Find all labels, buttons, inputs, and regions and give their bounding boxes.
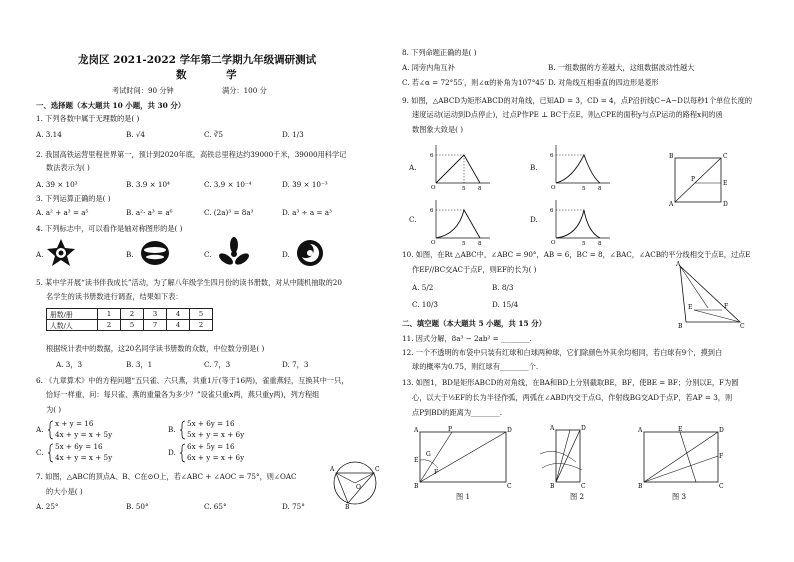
tick-label: 5 <box>462 241 466 247</box>
q9-option-d: D. <box>530 215 538 224</box>
table-cell: 7 <box>144 320 167 331</box>
origin-label: O <box>551 185 556 191</box>
fig1-label-b: B <box>414 483 419 490</box>
exam-subject: 数 学 <box>176 69 255 81</box>
q2-option-d: D. 39 × 10⁻³ <box>282 180 328 189</box>
brace-icon <box>180 420 186 440</box>
tick-label: 6 <box>430 153 434 159</box>
q10-triangle-figure <box>672 262 748 328</box>
q10-stem-line2: 作EF//BC交AC于点F，则EF的长为( ) <box>412 265 537 274</box>
q9-label-b: B <box>669 153 674 160</box>
q9-graph-d <box>548 198 612 246</box>
q1-option-b: B. √4 <box>126 130 146 139</box>
q6-stem-line3: 为( ) <box>46 405 62 414</box>
tick-label: 5 <box>582 186 586 192</box>
q9-option-a: A. <box>409 163 417 172</box>
q9-option-c: C. <box>409 215 417 224</box>
q13-figure-2 <box>536 424 596 490</box>
table-header-cell: 5 <box>190 309 213 320</box>
q1-stem: 1. 下列各数中属于无理数的是( ) <box>36 114 140 123</box>
q7-option-d: D. 75° <box>282 502 305 511</box>
q5-stem-line1: 5. 某中学开展“读书伴我成长”活动，为了解八年级学生四月份的读书册数，对从中随机抽取的20 <box>36 278 342 287</box>
table-cell: 2 <box>98 320 121 331</box>
q7-label-a: A <box>330 466 335 473</box>
q13-stem-line1: 13. 如图1，BD是矩形ABCD的对角线，在BA和BD上分别截取BE，BF，使BE = BF；分别以E，F为圆 <box>402 378 739 387</box>
logo-b-icon <box>140 240 170 266</box>
q1-option-c: C. ∛5 <box>204 130 223 139</box>
q7-option-c: C. 65° <box>204 502 227 511</box>
exam-time: 考试时间：90 分钟 <box>112 86 174 95</box>
table-header-cell: 1 <box>98 309 121 320</box>
q3-stem: 3. 下列运算正确的是( ) <box>36 194 111 203</box>
q1-option-d: D. 1/3 <box>282 130 304 139</box>
q10-option-c: C. 10/3 <box>412 300 438 309</box>
table-row <box>47 309 213 320</box>
q6-b-eq2: 5x + y = x + 6y <box>187 430 245 439</box>
q2-option-a: A. 39 × 10³ <box>36 180 78 189</box>
q9-label-p: P <box>691 176 696 183</box>
q6-option-b: B. <box>168 425 176 434</box>
fig3-label-a: A <box>638 427 643 434</box>
exam-score: 满分：100 分 <box>222 86 267 95</box>
q6-a-eq2: 4x + y = x + 5y <box>55 430 113 439</box>
table-cell: 5 <box>121 320 144 331</box>
origin-label: O <box>431 185 436 191</box>
q8-option-b: B. 一组数据的方差越大，这组数据波动性越大 <box>548 63 695 72</box>
table-header-cell: 2 <box>121 309 144 320</box>
q4-option-a: A. <box>36 250 44 259</box>
q9-stem-line3: 数图象大致是( ) <box>412 125 464 134</box>
q9-stem-line2: 速度运动(运动到D点停止)，过点P作PE ⊥ BC于点E，则△CPE的面积y与点P运动的路程x间的函 <box>412 110 723 119</box>
q5-option-d: D. 7，3 <box>282 360 309 369</box>
fig2-label-b: B <box>550 483 555 490</box>
q6-c-eq2: 4x + y = x + 5y <box>55 453 113 462</box>
q9-label-c: C <box>723 153 728 160</box>
q10-stem-line1: 10. 如图，在Rt △ABC中，∠ABC = 90°，AB = 6，BC = 8，∠BAC，∠ACB的平分线相交于点E，过点E <box>402 250 751 259</box>
q13-figure-3 <box>636 426 726 490</box>
q10-label-b: B <box>678 323 683 330</box>
tick-label: 5 <box>582 241 586 247</box>
q9-stem-line1: 9. 如图，△ABCD为矩形ABCD的对角线，已知AD = 3，CD = 4，点P沿折线C−A−D以每秒1个单位长度的 <box>402 96 753 105</box>
q1-option-a: A. 3.14 <box>36 130 62 139</box>
q5-option-c: C. 7，3 <box>204 360 231 369</box>
q4-option-b: B. <box>126 250 134 259</box>
logo-c-icon <box>218 237 250 269</box>
fig3-label-d: D <box>719 427 724 434</box>
brace-icon <box>180 443 186 463</box>
q9-label-e: E <box>723 180 728 187</box>
q10-option-d: D. 15/4 <box>492 300 519 309</box>
q4-stem: 4. 下列标志中，可以看作是轴对称图形的是( ) <box>36 224 183 233</box>
table-header-cell: 3 <box>144 309 167 320</box>
fig1-label-c: C <box>507 483 512 490</box>
q12-stem-line2: 球的概率为0.75，则红球有________个. <box>412 362 539 371</box>
fig3-label-c: C <box>719 483 724 490</box>
q7-stem-line1: 7. 如图，△ABC的顶点A、B、C在⊙O上，若∠ABC + ∠AOC = 75°，则∠OAC <box>36 472 297 481</box>
fig1-label-f: F <box>434 469 439 476</box>
q3-option-a: A. a² + a³ = a⁵ <box>36 208 89 217</box>
q10-label-a: A <box>676 261 681 268</box>
q2-option-b: B. 3.9 × 10⁴ <box>126 180 170 189</box>
logo-a-icon <box>46 238 76 268</box>
q11-stem: 11. 因式分解，8a³ − 2ab² = ________. <box>402 334 532 343</box>
q10-label-e: E <box>688 304 693 311</box>
figure-caption-3: 图 3 <box>672 492 687 501</box>
q12-stem-line1: 12. 一个不透明的布袋中只装有红球和白球两种球，它们除颜色外其余均相同，若白球有9个，摸到白 <box>402 348 723 357</box>
fig2-label-a: A <box>550 425 555 432</box>
q6-option-c: C. <box>36 448 44 457</box>
fig2-label-c: C <box>581 483 586 490</box>
q10-option-a: A. 5/2 <box>412 283 434 292</box>
q9-graph-a <box>428 143 492 191</box>
origin-label: O <box>431 240 436 246</box>
q8-stem: 8. 下列命题正确的是( ) <box>402 48 477 57</box>
brace-icon <box>48 420 54 440</box>
tick-label: 5 <box>462 186 466 192</box>
q6-a-eq1: x + y = 16 <box>55 419 94 428</box>
q3-option-c: C. (2a)³ = 8a³ <box>204 208 254 217</box>
fig3-label-b: B <box>638 483 643 490</box>
q2-stem-line2: 数法表示为( ) <box>46 163 90 172</box>
section-heading-fill: 二、填空题（本大题共 5 小题，共 15 分） <box>402 319 546 328</box>
q9-graph-c <box>428 198 492 246</box>
q9-graph-b <box>548 143 612 191</box>
q4-option-d: D. <box>282 250 290 259</box>
q7-option-a: A. 25° <box>36 502 59 511</box>
table-header-cell: 4 <box>167 309 190 320</box>
q6-c-eq1: 5x + 6y = 16 <box>55 442 103 451</box>
q3-option-d: D. a³ ÷ a = a³ <box>282 208 332 217</box>
q7-label-c: C <box>375 466 380 473</box>
q8-option-a: A. 同旁内角互补 <box>402 63 455 72</box>
q6-b-eq1: 5x + 6y = 16 <box>187 419 235 428</box>
tick-label: 8 <box>598 186 602 192</box>
q6-d-eq1: 6x + 5y = 16 <box>187 442 235 451</box>
q10-label-c: C <box>740 323 745 330</box>
figure-caption-1: 图 1 <box>456 492 471 501</box>
q10-label-f: F <box>724 303 729 310</box>
table-header-cell: 册数/册 <box>47 309 98 320</box>
q4-option-c: C. <box>204 250 212 259</box>
q6-option-a: A. <box>36 425 44 434</box>
q5-option-b: B. 3，1 <box>126 360 153 369</box>
tick-label: 8 <box>478 186 482 192</box>
q2-stem-line1: 2. 我国高铁运营里程世界第一，预计到2020年底，高铁总里程达约39000千米，39000用科学记 <box>36 150 347 159</box>
brace-icon <box>48 443 54 463</box>
q7-label-o: O <box>356 484 361 491</box>
q9-option-b: B. <box>530 163 538 172</box>
q5-stem-line3: 根据统计表中的数据，这20名同学读书册数的众数，中位数分别是( ) <box>46 344 265 353</box>
fig3-label-f: F <box>719 453 724 460</box>
q5-stem-line2: 名学生的读书册数进行调查，结果如下表： <box>46 292 183 301</box>
fig1-label-a: A <box>414 427 419 434</box>
fig3-label-e: E <box>678 426 683 433</box>
q5-data-table <box>46 308 213 331</box>
logo-d-icon <box>296 239 324 267</box>
fig2-label-d: D <box>581 425 586 432</box>
q5-option-a: A. 3，3 <box>56 360 83 369</box>
table-cell: 2 <box>190 320 213 331</box>
q2-option-c: C. 3.9 × 10⁻⁴ <box>204 180 252 189</box>
tick-label: 8 <box>478 241 482 247</box>
q7-label-b: B <box>345 504 350 511</box>
q13-figure-1 <box>412 426 512 490</box>
q8-option-d: D. 对角线互相垂直的四边形是菱形 <box>548 78 659 87</box>
tick-label: 6 <box>550 153 554 159</box>
q9-label-a: A <box>669 201 674 208</box>
q13-stem-line2: 心，以大于½EF的长为半径作弧，两弧在∠ABD内交于点G，作射线BG交AD于点P，若AP = 3，则 <box>412 393 733 402</box>
section-heading-choice: 一、选择题（本大题共 10 小题，共 30 分） <box>36 101 186 110</box>
q6-stem-line1: 6. 《九章算术》中的方程问题“五只雀、六只燕，共重1斤(等于16两)，雀重燕轻，互换其中一只， <box>36 376 349 385</box>
q7-option-b: B. 50° <box>126 502 149 511</box>
fig1-label-e: E <box>414 457 419 464</box>
exam-title: 龙岗区 2021-2022 学年第二学期九年级调研测试 <box>78 54 317 66</box>
tick-label: 6 <box>430 208 434 214</box>
q8-option-c: C. 若∠α = 72°55′，则∠α的补角为107°45′ <box>402 78 547 87</box>
q9-rectangle-figure <box>655 150 735 210</box>
fig1-label-g: G <box>426 451 431 458</box>
q13-stem-line3: 点P到BD的距离为________. <box>412 408 503 417</box>
table-cell: 人数/人 <box>47 320 98 331</box>
fig1-label-d: D <box>507 427 512 434</box>
q7-stem-line2: 的大小是( ) <box>46 487 83 496</box>
table-cell: 4 <box>167 320 190 331</box>
q9-label-d: D <box>723 201 728 208</box>
q3-option-b: B. a²· a³ = a⁶ <box>126 208 173 217</box>
table-row <box>47 320 213 331</box>
q7-circle-figure <box>330 455 380 509</box>
q6-d-eq2: 6x + y = x + 6y <box>187 453 245 462</box>
fig1-label-p: P <box>448 426 453 433</box>
q6-option-d: D. <box>168 448 176 457</box>
q10-option-b: B. 8/3 <box>492 283 514 292</box>
tick-label: 8 <box>598 241 602 247</box>
tick-label: 6 <box>550 208 554 214</box>
origin-label: O <box>551 240 556 246</box>
figure-caption-2: 图 2 <box>570 492 585 501</box>
q6-stem-line2: 恰好一样重，问：每只雀、燕的重量各为多少？”设雀只重x两，燕只重y两)，列方程组 <box>46 390 320 399</box>
